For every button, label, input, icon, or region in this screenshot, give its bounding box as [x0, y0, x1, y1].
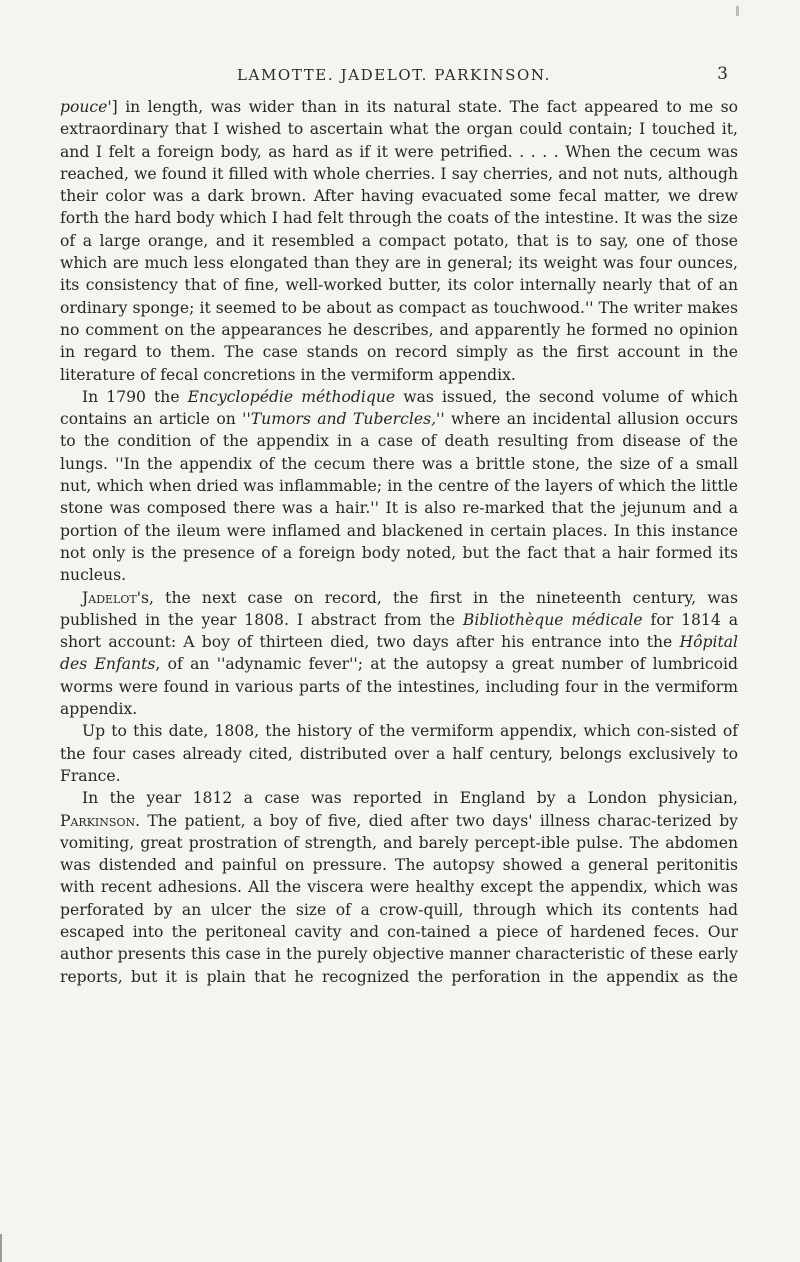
text-run: '] in length, was wider than in its natural state. The fact appeared to me so extraordinary that I wished to ascertain what the organ could contain; I touched it, and I felt a foreign body, as hard as if it were petrified. . . . . When the cecum was reached, we found it filled with whole cherries. I say cherries, and not nuts, although their color was a dark brown. After having evacuated some fecal matter, we drew forth the hard body which I had felt through the coats of the intestine. It was the size of a large orange, and it resembled a compact potato, that is to say, one of those which are much less elongated than they are in general; its weight was four ounces, its consistency that of fine, well-worked butter, its color internally nearly that of an ordinary sponge; it seemed to be about as compact as touchwood.'' The writer makes no comment on the appearances he describes, and apparently he formed no opinion in regard to them. The case stands on record simply as the first account in the literature of fecal concretions in the vermiform appendix. [60, 98, 738, 384]
author-name: Parkinson [60, 811, 136, 830]
running-head: LAMOTTE. JADELOT. PARKINSON. [236, 66, 552, 84]
paragraph-parkinson [60, 787, 738, 988]
author-name: Jadelot [82, 588, 137, 607]
text-run: , of an ''adynamic fever''; at the autopsy a great number of lumbricoid worms were found in various parts of the intestines, including four in the vermiform appendix. [60, 655, 738, 719]
italic-run: Encyclopédie méthodique [187, 387, 396, 406]
text-run: . The patient, a boy of five, died after two days' illness charac-terized by vomiting, great prostration of strength, and barely percept-ible pulse. The abdomen was distended and painful on pressure. The autopsy showed a general peritonitis with recent adhesions. All the viscera were healthy except the appendix, which was perforated by an ulcer the size of a crow-quill, through which its contents had escaped into the peritoneal cavity and con-tained a piece of hardened feces. Our author presents this case in the purely objective manner characteristic of these early reports, but it is plain that he recognized the perforation in the appendix as the [60, 811, 738, 986]
text-run: In the year 1812 a case was reported in England by a London physician, [82, 789, 738, 808]
paragraph-encyclopedie [60, 386, 738, 587]
italic-run: Tumors and Tubercles, [250, 410, 437, 429]
text-run: In 1790 the [82, 387, 188, 406]
paragraph-pouce-continuation [60, 96, 738, 386]
italic-run: Bibliothèque médicale [462, 610, 643, 629]
text-run: '' where an incidental allusion occurs to the condition of the appendix in a case of death resulting from disease of the lungs. ''In the appendix of the cecum there was a brittle stone, the size of a small nut, which when dried was inflammable; in the centre of the layers of which the little stone was composed there was a hair.'' It is also re-marked that the jejunum and a portion of the ileum were inflamed and blackened in certain places. In this instance not only is the presence of a foreign body noted, but the fact that a hair formed its nucleus. [60, 410, 739, 585]
text-run: Up to this date, 1808, the history of the vermiform appendix, which con-sisted of the four cases already cited, distributed over a half century, belongs exclusively to France. [60, 722, 738, 785]
body-text [60, 96, 738, 988]
paragraph-jadelot [60, 587, 738, 721]
page-header [60, 66, 728, 92]
paragraph-history-1808 [60, 720, 738, 787]
scan-artifact-mark [736, 6, 739, 16]
text-run: 's, the next case on record, the first in the nineteenth century, was published in the year 1808. I abstract from the [60, 588, 738, 629]
page-number: 3 [717, 64, 728, 84]
text-run: for 1814 a short account: A boy of thirteen died, two days after his entrance into the [60, 610, 738, 652]
italic-run: pouce [60, 98, 108, 116]
scan-edge-mark [0, 1234, 2, 1262]
text-run: was issued, the second volume of which contains an article on '' [60, 387, 738, 429]
italic-run: Hôpital des Enfants [60, 633, 738, 674]
